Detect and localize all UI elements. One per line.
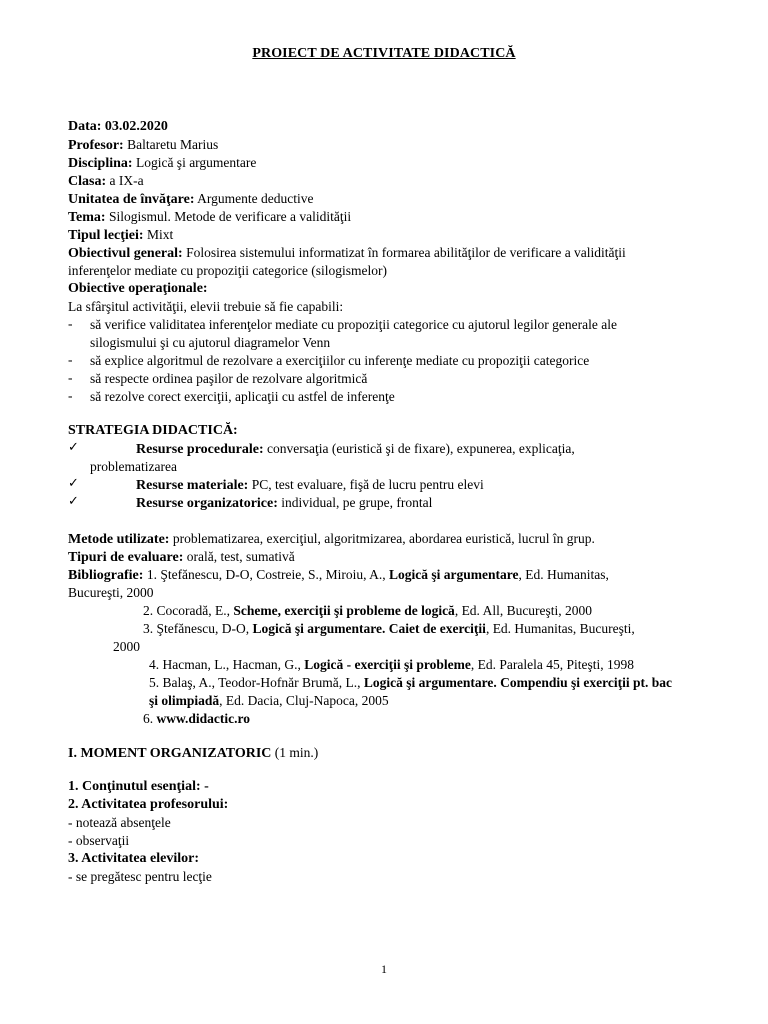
list-bullet: - [68,370,73,385]
bib-1-continued: Bucureşti, 2000 [68,585,154,600]
bib-item-6 [143,710,250,728]
bib-6-link[interactable]: www.didactic.ro [156,711,250,726]
bib-item-3 [143,620,635,638]
organizational-resources-value: individual, pe grupe, frontal [277,495,433,510]
teacher-line [68,136,218,155]
bib-1-title: Logică şi argumentare [389,567,519,582]
topic-value: Silogismul. Metode de verificare a validităţii [105,209,352,224]
bib-5-title: Logică şi argumentare. Compendiu şi exerciţii pt. bac [363,675,672,690]
section-heading-moment [68,744,318,763]
bib-4-title: Logică - exerciţii şi probleme [304,657,471,672]
lesson-type-line [68,226,173,245]
general-objective-continued: inferenţelor mediate cu propoziţii categorice (silogismelor) [68,263,387,278]
material-resources-label: Resurse materiale: [136,478,249,493]
procedural-resources-value: conversaţia (euristică şi de fixare), expunerea, explicaţia, [263,441,575,456]
list-item: să explice algoritmul de rezolvare a exerciţiilor cu inferenţe mediate cu propoziţii categorice [90,353,590,368]
bib-5-continued [149,692,389,710]
bib-3-authors: 3. Ştefănescu, D-O, [143,621,253,636]
date-line [68,118,168,136]
procedural-resources-continued: problematizarea [90,459,177,474]
document-title: PROIECT DE ACTIVITATE DIDACTICĂ [252,46,516,61]
evaluation-label: Tipuri de evaluare: [68,550,184,565]
evaluation-value: orală, test, sumativă [183,549,295,564]
bib-3-continued: 2000 [113,639,140,654]
methods-value: problematizarea, exerciţiul, algoritmizarea, abordarea euristică, lucrul în grup. [169,531,595,546]
list-bullet: - [68,352,73,367]
operational-objectives-label: Obiective operaţionale: [68,281,208,296]
procedural-resources-label: Resurse procedurale: [136,442,264,457]
bib-item-2 [143,602,592,620]
unit-line [68,190,313,209]
organizational-resources-label: Resurse organizatorice: [136,496,278,511]
date-label: Data: 03.02.2020 [68,119,168,134]
bib-5-publisher: , Ed. Dacia, Cluj-Napoca, 2005 [219,693,389,708]
class-value: a IX-a [106,173,144,188]
list-item: să respecte ordinea paşilor de rezolvare algoritmică [90,371,368,386]
general-objective-label: Obiectivul general: [68,246,183,261]
list-bullet: - [68,316,73,331]
teacher-label: Profesor: [68,138,124,153]
evaluation-line [68,548,295,567]
bib-2-authors: 2. Cocoradă, E., [143,603,234,618]
moment-heading-duration: (1 min.) [271,745,319,760]
unit-label: Unitatea de învăţare: [68,192,195,207]
bib-5-authors: 5. Balaş, A., Teodor-Hofnăr Brumă, L., [149,675,364,690]
bib-6-number: 6. [143,711,157,726]
discipline-label: Disciplina: [68,156,133,171]
bib-2-publisher: , Ed. All, Bucureşti, 2000 [454,603,593,618]
general-objective-line [68,244,626,263]
list-bullet: - [68,388,73,403]
organizational-resources [136,494,432,513]
methods-label: Metode utilizate: [68,532,170,547]
bib-1-publisher: , Ed. Humanitas, [518,567,609,582]
material-resources-value: PC, test evaluare, fişă de lucru pentru elevi [248,477,484,492]
teacher-activity-item: - notează absenţele [68,815,171,830]
list-item-continued: silogismului şi cu ajutorul diagramelor Venn [90,335,331,350]
methods-line [68,530,595,549]
bib-4-authors: 4. Hacman, L., Hacman, G., [149,657,305,672]
bibliography-line-1 [68,566,609,585]
general-objective-value: Folosirea sistemului informatizat în formarea abilităţilor de verificare a validităţii [182,245,626,260]
lesson-type-value: Mixt [143,227,174,242]
list-item: să verifice validitatea inferenţelor mediate cu propoziţii categorice cu ajutorul legilor generale ale [90,317,617,332]
bib-item-4 [149,656,634,674]
bib-5-title-continued: şi olimpiadă [149,693,220,708]
essential-content: 1. Conţinutul esenţial: - [68,779,209,794]
teacher-activity-item: - observaţii [68,833,130,848]
class-label: Clasa: [68,174,107,189]
strategy-heading-text: STRATEGIA DIDACTICĂ: [68,423,238,438]
procedural-resources [136,440,575,459]
bib-4-publisher: , Ed. Paralela 45, Piteşti, 1998 [470,657,635,672]
material-resources [136,476,484,495]
check-icon: ✓ [68,493,79,508]
bibliography-label: Bibliografie: [68,568,144,583]
topic-label: Tema: [68,210,106,225]
topic-line [68,208,351,227]
check-icon: ✓ [68,475,79,490]
teacher-value: Baltaretu Marius [123,137,219,152]
discipline-value: Logică şi argumentare [132,155,257,170]
bib-2-title: Scheme, exerciţii şi probleme de logică [233,603,455,618]
student-activity-heading: 3. Activitatea elevilor: [68,851,200,866]
unit-value: Argumente deductive [194,191,314,206]
teacher-activity-heading: 2. Activitatea profesorului: [68,797,229,812]
class-line [68,172,144,191]
moment-heading-bold: I. MOMENT ORGANIZATORIC [68,746,272,761]
bib-3-title: Logică şi argumentare. Caiet de exerciţii [252,621,486,636]
list-item: să rezolve corect exerciţii, aplicaţii cu astfel de inferenţe [90,389,395,404]
discipline-line [68,154,256,173]
bib-3-publisher: , Ed. Humanitas, Bucureşti, [485,621,635,636]
lesson-type-label: Tipul lecţiei: [68,228,144,243]
operational-objectives-intro: La sfârşitul activităţii, elevii trebuie să fie capabili: [68,299,344,314]
page-number: 1 [381,962,387,976]
check-icon: ✓ [68,439,79,454]
bib-item-5 [149,674,672,692]
strategy-heading [68,422,238,440]
bib-1-authors: 1. Ştefănescu, D-O, Costreie, S., Miroiu, A., [143,567,390,582]
operational-objectives-line [68,280,208,298]
student-activity-item: - se pregătesc pentru lecţie [68,869,212,884]
